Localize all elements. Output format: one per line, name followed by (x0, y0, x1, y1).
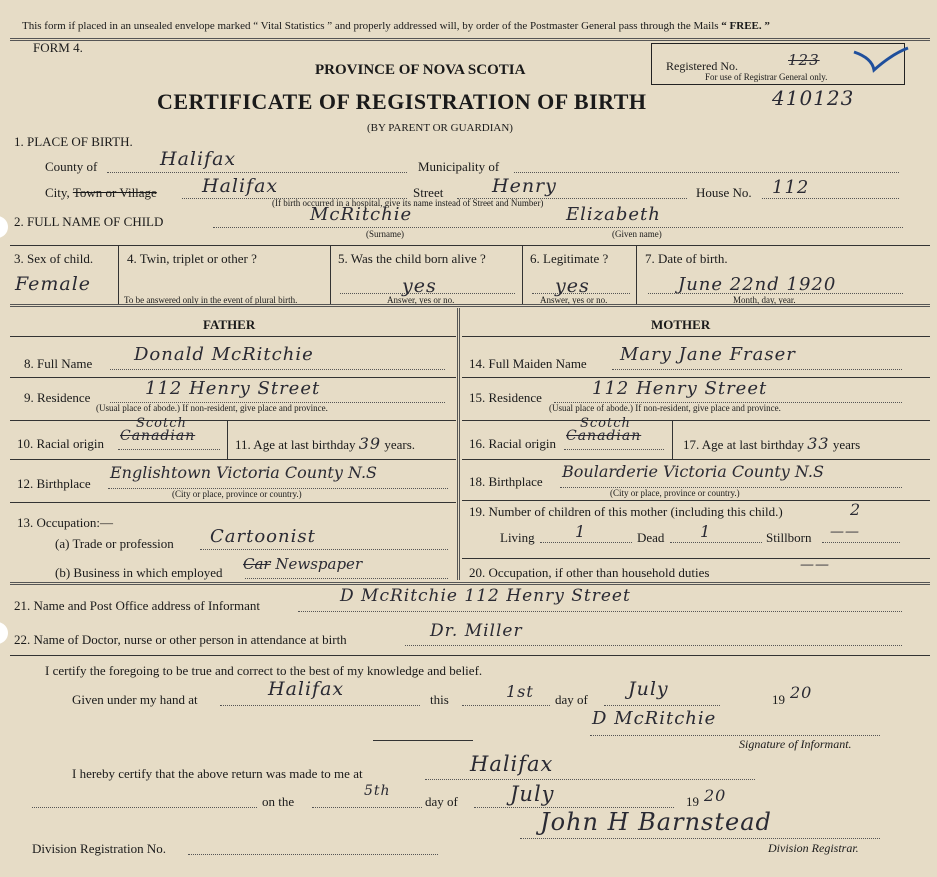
legitimate-value: yes (555, 275, 590, 297)
trade-value: Cartoonist (210, 526, 316, 547)
registrar-year-value: 20 (704, 786, 727, 805)
registrar-month: July (510, 782, 555, 806)
father-race-struck: Canadian (120, 428, 196, 444)
punch-hole-bottom (0, 622, 8, 644)
form-number: FORM 4. (33, 40, 83, 55)
alive-note: Answer, yes or no. (387, 295, 455, 305)
doctor-value: Dr. Miller (430, 621, 523, 641)
mother-heading: MOTHER (651, 317, 711, 332)
year-prefix: 19 (772, 692, 785, 707)
alive-value: yes (402, 275, 437, 297)
mother-birthplace-value: Boularderie Victoria County N.S (562, 462, 824, 481)
trade-line (200, 549, 448, 550)
dead-value: 1 (700, 522, 712, 541)
col-divider-4 (636, 246, 637, 304)
dob-label: 7. Date of birth. (645, 251, 728, 266)
informant-signature: D McRitchie (592, 708, 717, 729)
divider-3 (10, 582, 930, 585)
mother-race-label: 16. Racial origin (469, 436, 557, 451)
registrar-day-label: day of (425, 794, 458, 809)
father-residence-value: 112 Henry Street (145, 378, 321, 399)
business-line (245, 578, 448, 579)
legitimate-note: Answer, yes or no. (540, 295, 608, 305)
county-label: County of (45, 159, 98, 174)
county-value: Halifax (160, 148, 237, 170)
col-divider-3 (522, 246, 523, 304)
month-value: July (628, 678, 669, 700)
mother-race-struck: Canadian (566, 428, 642, 444)
street-label: Street (413, 185, 444, 200)
father-rule-5 (10, 502, 456, 503)
this-label: this (430, 692, 449, 707)
punch-hole-top (0, 216, 8, 238)
house-line (762, 198, 899, 199)
on-day-line (312, 807, 422, 808)
municipality-label: Municipality of (418, 159, 500, 174)
father-name-value: Donald McRitchie (134, 344, 314, 365)
surname-caption: (Surname) (366, 229, 404, 239)
father-residence-note: (Usual place of abode.) If non-resident, give place and province. (96, 403, 328, 413)
stillborn-label: Stillborn (766, 530, 812, 545)
mother-age-divider (672, 421, 673, 459)
on-day-value: 5th (364, 783, 391, 799)
informant-line (298, 611, 902, 612)
mother-rule-4 (462, 459, 930, 460)
dob-line (648, 293, 903, 294)
mother-occupation-value: —— (800, 557, 830, 573)
col-divider-2 (330, 246, 331, 304)
living-line (540, 542, 632, 543)
father-occupation-label: 13. Occupation:— (17, 515, 114, 530)
mother-birthplace-note: (City or place, province or country.) (610, 488, 740, 498)
mother-name-value: Mary Jane Fraser (620, 344, 796, 365)
father-race-line (118, 449, 220, 450)
city-value: Halifax (202, 175, 279, 197)
division-registration-line (188, 854, 438, 855)
mother-age-label: 17. Age at last birthday 33 years (683, 434, 861, 453)
child-name-line (213, 227, 903, 228)
alive-line (340, 293, 515, 294)
trade-label: (a) Trade or profession (55, 536, 174, 551)
place-of-birth-heading: 1. PLACE OF BIRTH. (14, 134, 133, 149)
registrar-signature-line (520, 838, 880, 839)
child-given-name: Elizabeth (566, 204, 661, 225)
center-rule (373, 740, 473, 741)
registrar-signature: John H Barnstead (540, 808, 772, 836)
father-residence-label: 9. Residence (24, 390, 91, 405)
twin-label: 4. Twin, triplet or other ? (127, 251, 257, 266)
mother-residence-value: 112 Henry Street (592, 378, 768, 399)
col-divider-1 (118, 246, 119, 304)
divider-1 (10, 245, 930, 246)
handwritten-number: 410123 (772, 86, 855, 110)
informant-label: 21. Name and Post Office address of Informant (14, 598, 260, 613)
mother-race-line (564, 449, 664, 450)
mother-rule-1 (462, 336, 930, 337)
division-registration-label: Division Registration No. (32, 841, 166, 856)
municipality-line (514, 172, 899, 173)
mother-birthplace-label: 18. Birthplace (469, 474, 543, 489)
mother-race-value: Scotch (580, 416, 631, 431)
dead-line (670, 542, 762, 543)
father-birthplace-value: Englishtown Victoria County N.S (110, 463, 377, 482)
father-birthplace-note: (City or place, province or country.) (172, 489, 302, 499)
day-of-label: day of (555, 692, 588, 707)
alive-label: 5. Was the child born alive ? (338, 251, 486, 266)
street-value: Henry (492, 175, 557, 197)
informant-value: D McRitchie 112 Henry Street (340, 586, 631, 606)
registrar-place-line (425, 779, 755, 780)
twin-note: To be answered only in the event of plural birth. (124, 295, 298, 305)
father-age-label: 11. Age at last birthday 39 years. (235, 434, 416, 453)
father-race-label: 10. Racial origin (17, 436, 105, 451)
mother-occupation-label: 20. Occupation, if other than household duties (469, 565, 710, 580)
on-the-label: on the (262, 794, 295, 809)
children-value: 2 (850, 500, 862, 519)
registered-number: 123 (788, 51, 820, 69)
father-rule-1 (10, 336, 456, 337)
informant-signature-caption: Signature of Informant. (739, 737, 852, 751)
business-label: (b) Business in which employed (55, 565, 223, 580)
certify-text: I certify the foregoing to be true and correct to the best of my knowledge and belief. (45, 663, 483, 678)
county-line (107, 172, 407, 173)
mother-rule-3 (462, 420, 930, 421)
dob-note: Month, day, year. (733, 295, 796, 305)
registrar-year-prefix: 19 (686, 794, 699, 809)
divider-2 (10, 304, 930, 307)
given-place-value: Halifax (268, 678, 345, 700)
doctor-label: 22. Name of Doctor, nurse or other person in attendance at birth (14, 632, 347, 647)
registered-label: Registered No. (666, 59, 738, 73)
informant-signature-line (590, 735, 880, 736)
year-value: 20 (790, 683, 813, 702)
living-value: 1 (575, 522, 587, 541)
child-name-label: 2. FULL NAME OF CHILD (14, 214, 164, 229)
legitimate-label: 6. Legitimate ? (530, 251, 609, 266)
living-label: Living (500, 530, 535, 545)
dob-value: June 22nd 1920 (678, 274, 837, 295)
given-place-line (220, 705, 420, 706)
day-value: 1st (506, 682, 534, 701)
child-surname: McRitchie (310, 204, 413, 225)
month-line (604, 705, 720, 706)
top-border (10, 38, 930, 41)
registrar-use-note: For use of Registrar General only. (705, 72, 828, 82)
father-name-label: 8. Full Name (24, 356, 93, 371)
registrar-left-line (32, 807, 257, 808)
sex-label: 3. Sex of child. (14, 251, 94, 266)
father-age-divider (227, 421, 228, 459)
province-heading: PROVINCE OF NOVA SCOTIA (315, 62, 526, 78)
registrar-caption: Division Registrar. (768, 841, 859, 855)
stillborn-value: —— (830, 524, 860, 540)
given-name-caption: (Given name) (612, 229, 662, 239)
registrar-place: Halifax (470, 752, 554, 776)
sex-value: Female (15, 273, 92, 295)
certificate-subtitle: (BY PARENT OR GUARDIAN) (367, 122, 513, 134)
father-heading: FATHER (203, 317, 256, 332)
father-age-value: 39 (358, 434, 382, 453)
given-label: Given under my hand at (72, 692, 198, 707)
certificate-title: CERTIFICATE OF REGISTRATION OF BIRTH (157, 89, 647, 114)
father-rule-4 (10, 459, 456, 460)
father-rule-3 (10, 420, 456, 421)
city-label: City, Town or Village (45, 185, 157, 200)
father-birthplace-label: 12. Birthplace (17, 476, 91, 491)
day-line (462, 705, 550, 706)
mother-age-value: 33 (807, 434, 830, 453)
father-race-value: Scotch (136, 416, 187, 431)
mother-residence-note: (Usual place of abode.) If non-resident, give place and province. (549, 403, 781, 413)
children-label: 19. Number of children of this mother (including this child.) (469, 504, 783, 519)
dead-label: Dead (637, 530, 665, 545)
house-label: House No. (696, 185, 752, 200)
legitimate-line (532, 293, 630, 294)
mother-rule-6 (462, 558, 930, 559)
check-mark-icon (852, 44, 912, 74)
mother-name-line (612, 369, 902, 370)
registrar-text: I hereby certify that the above return was made to me at (72, 766, 363, 781)
stillborn-line (822, 542, 900, 543)
mother-name-label: 14. Full Maiden Name (469, 356, 587, 371)
house-value: 112 (772, 177, 810, 198)
business-value: Car Newspaper (243, 555, 363, 573)
doctor-line (405, 645, 902, 646)
hospital-note: (If birth occurred in a hospital, give its name instead of Street and Number) (272, 198, 544, 208)
mail-notice: This form if placed in an unsealed envelope marked “ Vital Statistics ” and properly addressed will, by order of the Postmaster General pass through the Mails “ FREE. ” (22, 20, 770, 32)
mother-residence-label: 15. Residence (469, 390, 542, 405)
father-name-line (110, 369, 445, 370)
divider-4 (10, 655, 930, 656)
parent-divider (457, 308, 460, 580)
